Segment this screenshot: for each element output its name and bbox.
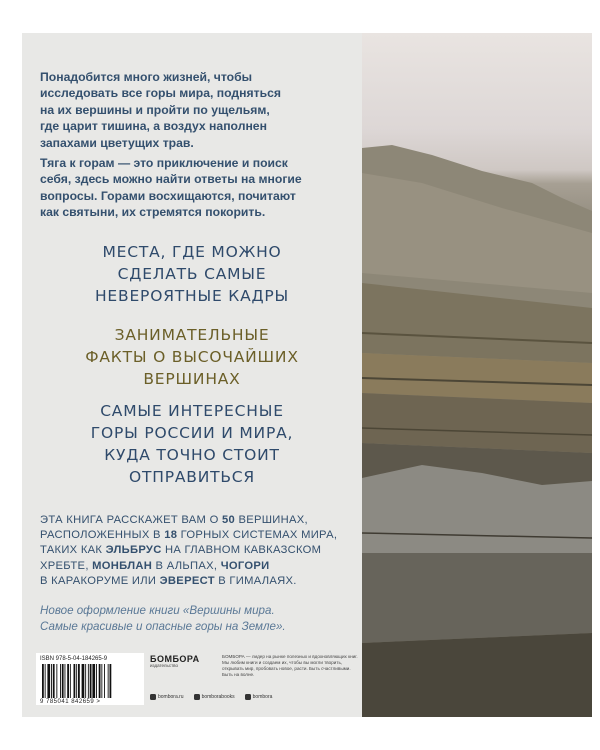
summary-text: ВЕРШИНАХ, — [235, 514, 308, 526]
barcode-number: 9 785041 842659 > — [40, 699, 101, 705]
barcode-bar — [92, 664, 95, 698]
summary-line — [40, 543, 355, 558]
summary-text: ГОРНЫХ СИСТЕМАХ МИРА, — [177, 529, 338, 542]
book-summary — [40, 513, 355, 589]
feature-line: ЗАНИМАТЕЛЬНЫЕ — [114, 326, 270, 344]
barcode-bar — [85, 664, 86, 698]
publisher-tagline: БОМБОРА — лидер на рынке полезных и вдохновляющих книг. Мы любим книги и создаем их, чтобы вы могли творить, открывать мир, пробовать новое, расти. Быть счастливыми. Быть на волне. — [222, 654, 358, 677]
publisher-logo: БОМБОРА — [150, 654, 200, 664]
feature-heading-3 — [22, 400, 362, 488]
barcode-bar — [62, 664, 64, 698]
social-label: bombora — [252, 694, 273, 700]
feature-line: САМЫЕ ИНТЕРЕСНЫЕ — [100, 402, 284, 420]
intro-line: на их вершины и пройти по ущельям, — [40, 102, 270, 117]
intro-line: вопросы. Горами восхищаются, почитают — [40, 188, 296, 203]
summary-text: В АЛЬПАХ, — [152, 559, 221, 572]
social-link-telegram[interactable] — [245, 694, 273, 700]
intro-line: как святыни, их стремятся покорить. — [40, 205, 266, 220]
telegram-icon — [245, 694, 251, 700]
summary-text: В КАРАКОРУМЕ ИЛИ — [40, 574, 160, 587]
intro-line: себя, здесь можно найти ответы на многие — [40, 172, 302, 187]
intro-paragraph-2 — [40, 155, 340, 221]
barcode-block — [36, 653, 144, 705]
feature-line: ВЕРШИНАХ — [143, 370, 241, 388]
summary-line — [40, 513, 355, 528]
intro-line: исследовать все горы мира, подняться — [40, 86, 281, 101]
edition-note — [40, 603, 360, 635]
intro-line: запахами цветущих трав. — [40, 135, 194, 150]
barcode-bar — [70, 664, 71, 698]
feature-line: СДЕЛАТЬ САМЫЕ — [117, 265, 267, 283]
summary-highlight: 18 — [164, 529, 178, 542]
barcode-bar — [47, 664, 50, 698]
summary-text: ТАКИХ КАК — [40, 544, 106, 557]
intro-line: Понадобится много жизней, чтобы — [40, 70, 253, 84]
note-line: Самые красивые и опасные горы на Земле». — [40, 620, 286, 633]
vk-icon — [194, 694, 200, 700]
intro-line: где царит тишина, а воздух наполнен — [40, 119, 267, 134]
barcode-bar — [65, 664, 66, 698]
cliff-illustration — [362, 33, 592, 717]
barcode-icon — [40, 664, 140, 698]
text-column — [22, 33, 362, 717]
feature-heading-2 — [22, 324, 362, 390]
feature-line: ОТПРАВИТЬСЯ — [129, 468, 255, 486]
feature-line: НЕВЕРОЯТНЫЕ КАДРЫ — [94, 287, 290, 305]
barcode-bar — [60, 664, 61, 698]
barcode-bar — [76, 664, 77, 698]
barcode-bar — [90, 664, 92, 698]
book-back-cover — [22, 33, 592, 717]
social-links — [150, 694, 272, 700]
barcode-bar — [78, 664, 80, 698]
globe-icon — [150, 694, 156, 700]
feature-line: ФАКТЫ О ВЫСОЧАЙШИХ — [85, 348, 299, 366]
barcode-bar — [110, 664, 112, 698]
summary-text: ХРЕБТЕ, — [40, 559, 93, 572]
barcode-bar — [74, 664, 76, 698]
social-label: bomborabooks — [201, 694, 235, 700]
feature-line: КУДА ТОЧНО СТОИТ — [104, 446, 280, 464]
publisher-block — [150, 654, 362, 706]
summary-highlight: ЭВЕРЕСТ — [159, 574, 215, 587]
barcode-bar — [101, 664, 102, 698]
social-link-site[interactable] — [150, 694, 184, 700]
isbn-text: ISBN 978-5-04-184265-9 — [40, 656, 108, 662]
feature-line: ГОРЫ РОССИИ И МИРА, — [90, 424, 294, 442]
summary-text: ЭТА КНИГА РАССКАЖЕТ ВАМ О — [40, 514, 222, 526]
summary-text: В ГИМАЛАЯХ. — [214, 574, 297, 587]
social-label: bombora.ru — [158, 694, 184, 700]
summary-highlight: МОНБЛАН — [92, 559, 153, 572]
barcode-bar — [96, 664, 97, 698]
summary-highlight: ЧОГОРИ — [220, 559, 270, 572]
summary-line — [40, 574, 355, 589]
publisher-subtitle: издательство — [150, 663, 178, 668]
barcode-bar — [45, 664, 46, 698]
summary-highlight: 50 — [221, 514, 236, 526]
feature-heading-1 — [22, 241, 362, 307]
barcode-bar — [53, 664, 55, 698]
barcode-bar — [67, 664, 69, 698]
barcode-bar — [99, 664, 101, 698]
mountain-cliff-photo — [362, 33, 592, 717]
intro-paragraph-1 — [40, 69, 340, 151]
barcode-bar — [82, 664, 85, 698]
barcode-bar — [51, 664, 52, 698]
barcode-bar — [104, 664, 105, 698]
feature-line: МЕСТА, ГДЕ МОЖНО — [102, 243, 282, 261]
summary-line — [40, 528, 355, 543]
barcode-bar — [56, 664, 57, 698]
note-line: Новое оформление книги «Вершины мира. — [40, 604, 275, 617]
barcode-bar — [42, 664, 44, 698]
summary-text: НА ГЛАВНОМ КАВКАЗСКОМ — [161, 544, 322, 557]
barcode-bar — [108, 664, 109, 698]
summary-highlight: ЭЛЬБРУС — [105, 544, 162, 557]
intro-line: Тяга к горам — это приключение и поиск — [40, 156, 288, 170]
summary-text: РАСПОЛОЖЕННЫХ В — [40, 529, 165, 542]
summary-line — [40, 559, 355, 574]
barcode-bar — [88, 664, 89, 698]
social-link-vk[interactable] — [194, 694, 235, 700]
